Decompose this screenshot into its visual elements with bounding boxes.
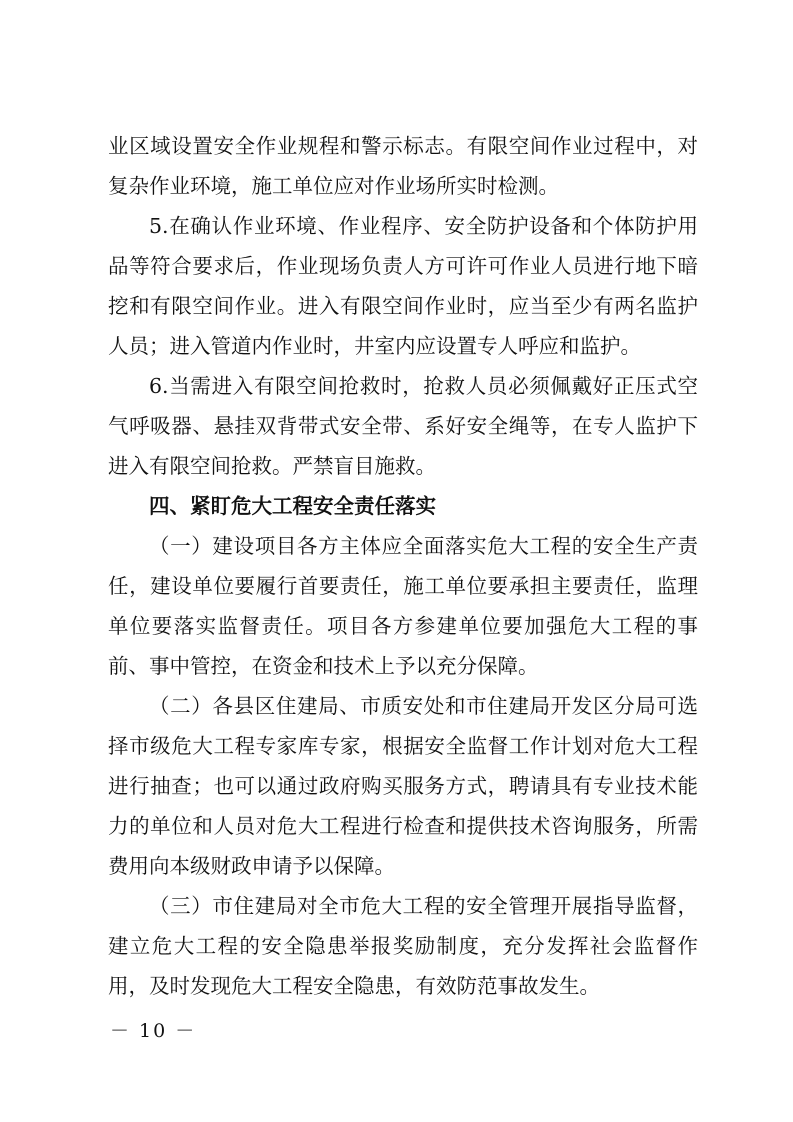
document-body: [108, 126, 698, 1006]
paragraph-subitem-2: （二）各县区住建局、市质安处和市住建局开发区分局可选择市级危大工程专家库专家，根据安全监督工作计划对危大工程进行抽查；也可以通过政府购买服务方式，聘请具有专业技术能力的单位和人员对危大工程进行检查和提供技术咨询服务，所需费用向本级财政申请予以保障。: [108, 694, 698, 878]
paragraph-subitem-3: （三）市住建局对全市危大工程的安全管理开展指导监督，建立危大工程的安全隐患举报奖励制度，充分发挥社会监督作用，及时发现危大工程安全隐患，有效防范事故发生。: [108, 894, 698, 998]
section-heading-4: 四、紧盯危大工程安全责任落实: [149, 494, 436, 518]
paragraph-subitem-1: （一）建设项目各方主体应全面落实危大工程的安全生产责任，建设单位要履行首要责任，施工单位要承担主要责任，监理单位要落实监督责任。项目各方参建单位要加强危大工程的事前、事中管控，在资金和技术上予以充分保障。: [108, 534, 698, 678]
paragraph-continued: 业区域设置安全作业规程和警示标志。有限空间作业过程中，对复杂作业环境，施工单位应对作业场所实时检测。: [108, 134, 698, 198]
paragraph-item-6: 6.当需进入有限空间抢救时，抢救人员必须佩戴好正压式空气呼吸器、悬挂双背带式安全带、系好安全绳等，在专人监护下进入有限空间抢救。严禁盲目施救。: [108, 374, 698, 478]
page-number: － 10 －: [110, 1020, 197, 1042]
paragraph-item-5: 5.在确认作业环境、作业程序、安全防护设备和个体防护用品等符合要求后，作业现场负责人方可许可作业人员进行地下暗挖和有限空间作业。进入有限空间作业时，应当至少有两名监护人员；进入管道内作业时，井室内应设置专人呼应和监护。: [108, 214, 698, 358]
